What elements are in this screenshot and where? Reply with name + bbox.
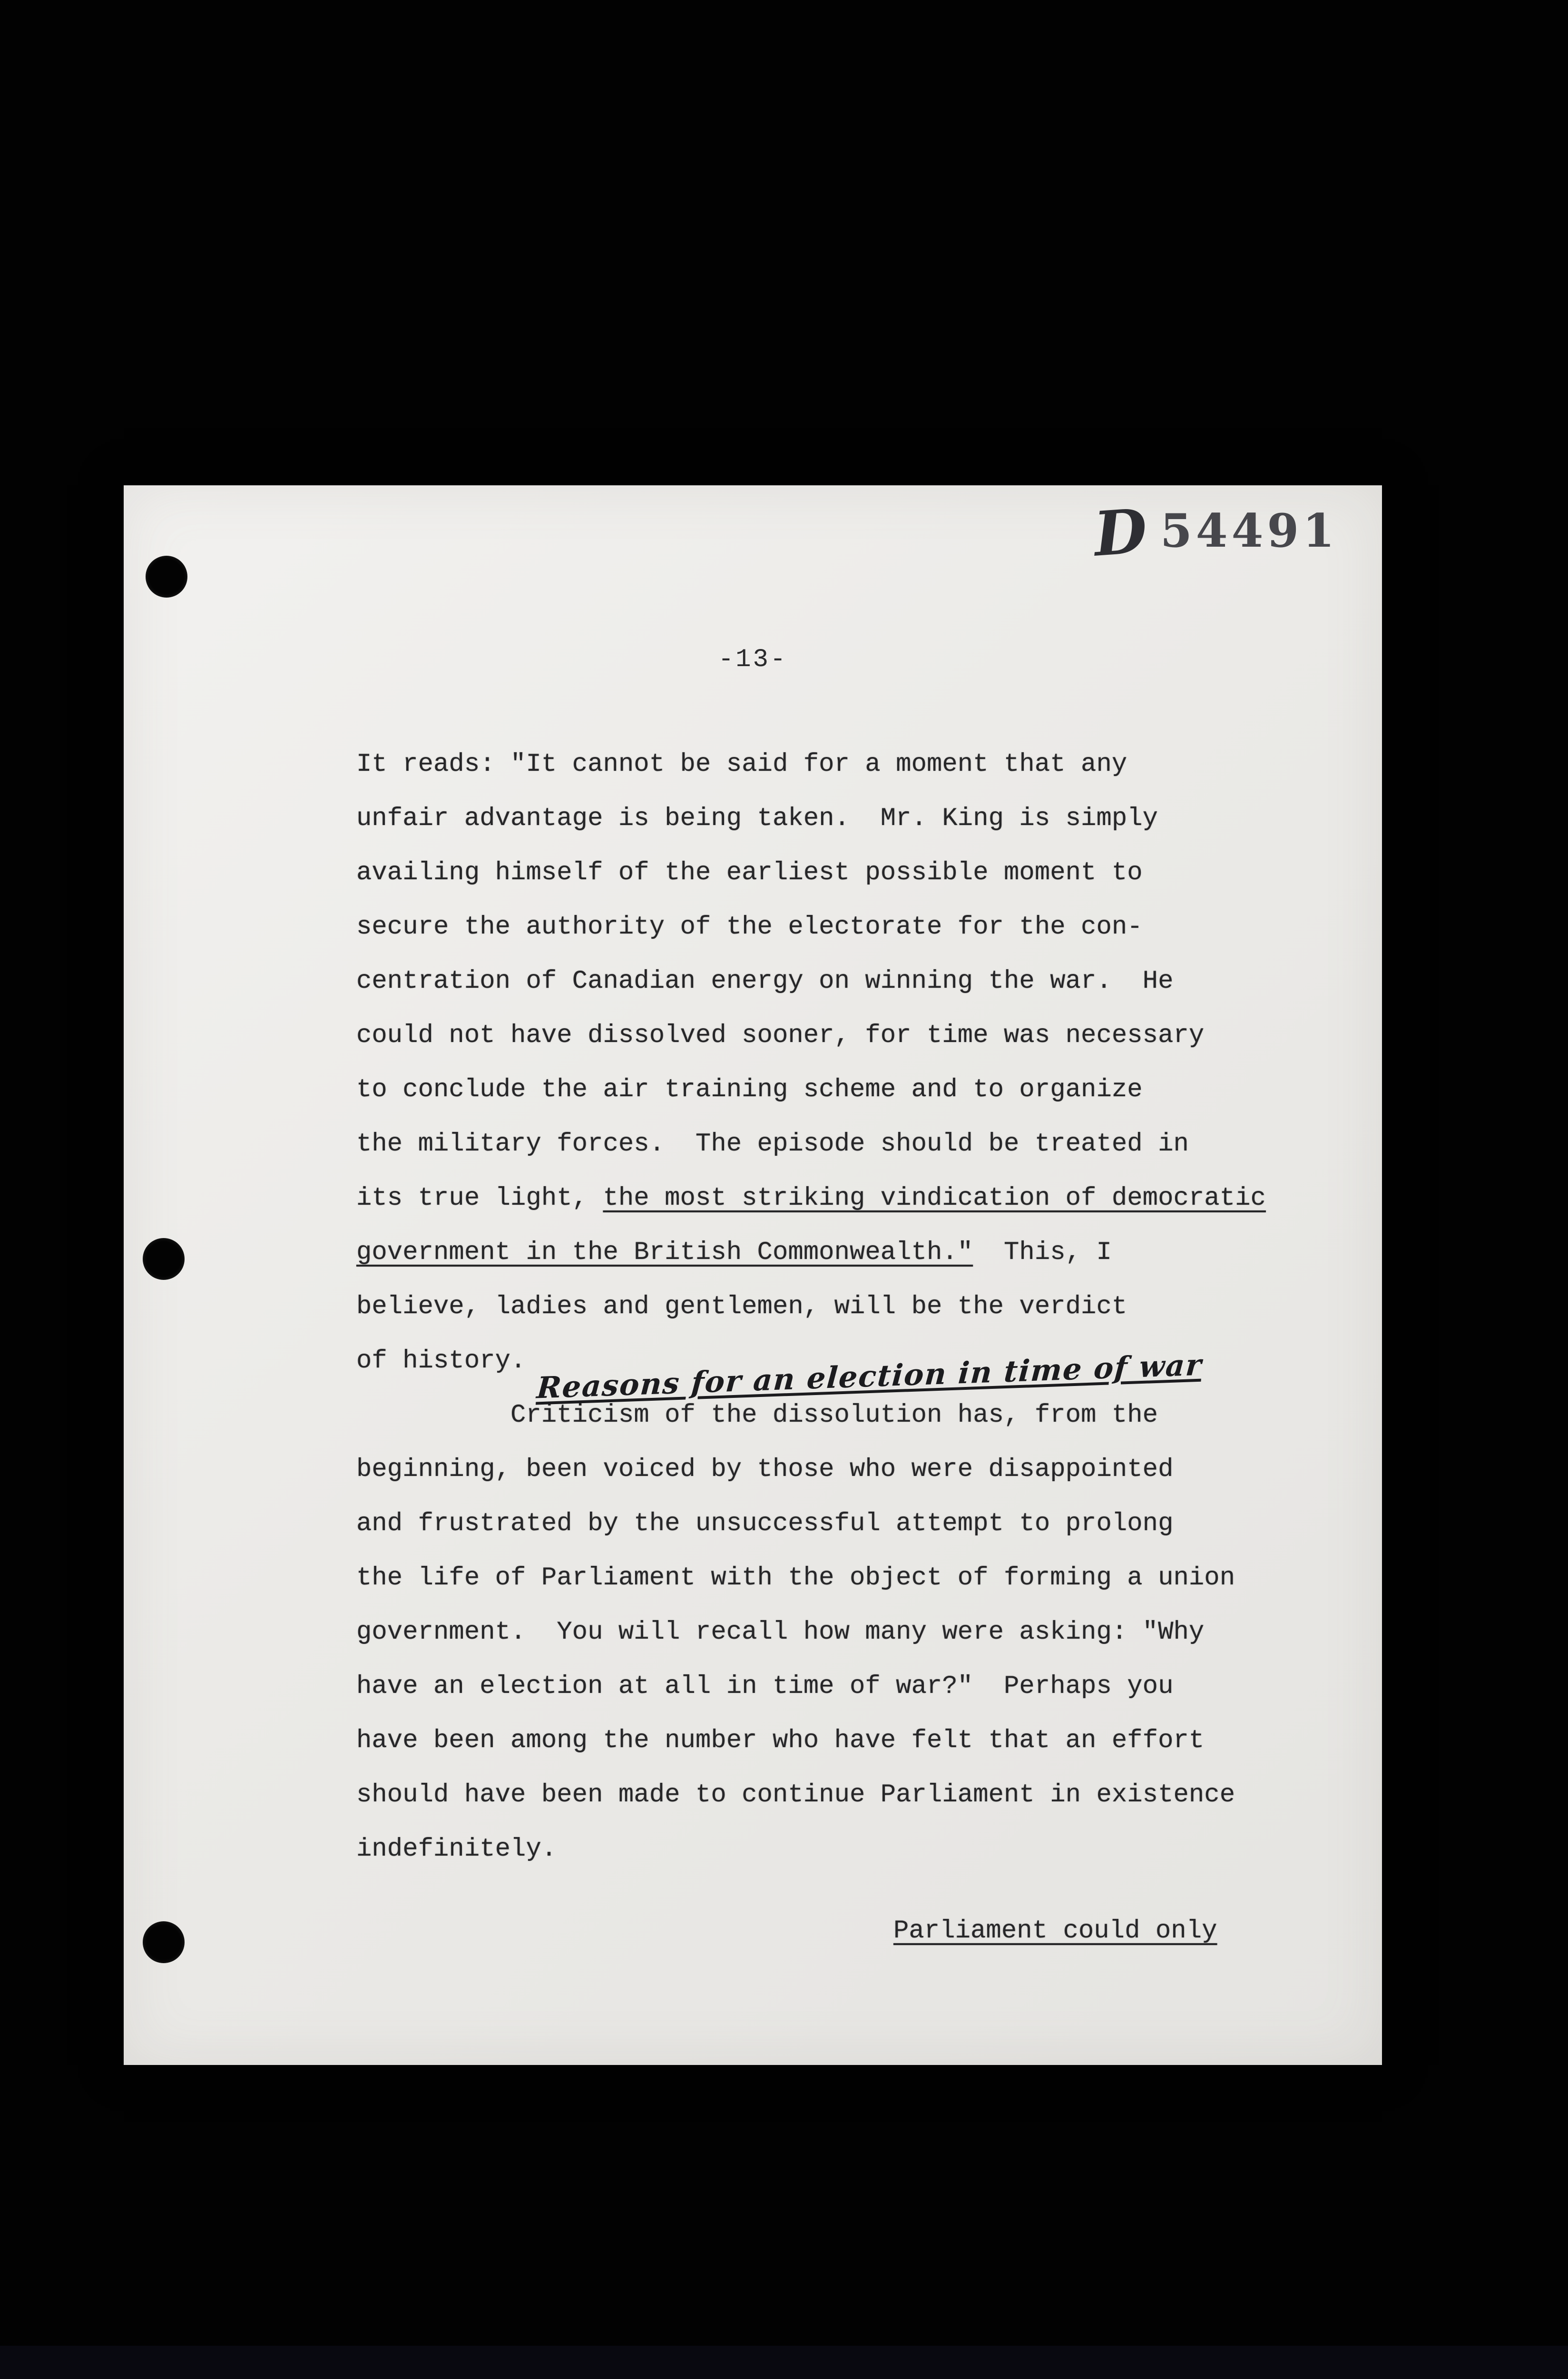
text-segment: government. You will recall how many were asking: "Why — [356, 1618, 1205, 1647]
hole-punch — [143, 1238, 185, 1280]
hole-punch — [146, 556, 187, 598]
text-line — [356, 1768, 1336, 1822]
text-segment: believe, ladies and gentlemen, will be the verdict — [356, 1292, 1127, 1321]
scan-edge-artifact — [0, 2346, 1568, 2379]
text-line — [356, 737, 1336, 792]
text-line — [356, 846, 1336, 900]
text-segment: its true light, — [356, 1184, 603, 1213]
text-segment: should have been made to continue Parliament in existence — [356, 1780, 1235, 1809]
text-segment: This, I — [973, 1238, 1112, 1267]
text-segment: secure the authority of the electorate for the con- — [356, 913, 1143, 942]
text-line — [356, 1714, 1336, 1768]
text-line — [356, 1660, 1336, 1714]
typewritten-text — [356, 737, 1336, 1877]
text-line — [356, 900, 1336, 954]
text-segment: indefinitely. — [356, 1835, 557, 1864]
text-line — [356, 1497, 1336, 1551]
archive-stamp — [1091, 495, 1338, 570]
text-line — [356, 1226, 1336, 1280]
typewritten-lines — [356, 737, 1336, 1877]
underlined-text-segment: government in the British Commonwealth." — [356, 1238, 973, 1267]
stamp-letter: D — [1091, 495, 1150, 570]
text-segment: the military forces. The episode should be treated in — [356, 1130, 1189, 1159]
text-segment: Criticism of the dissolution has, from the — [510, 1401, 1158, 1430]
text-line — [356, 1388, 1336, 1443]
text-segment: beginning, been voiced by those who were disappointed — [356, 1455, 1174, 1484]
stamp-number: 54491 — [1160, 504, 1338, 558]
text-line — [356, 954, 1336, 1009]
text-segment: could not have dissolved sooner, for time was necessary — [356, 1021, 1205, 1050]
text-line — [356, 1443, 1336, 1497]
text-segment: to conclude the air training scheme and to organize — [356, 1075, 1143, 1104]
hole-punch — [143, 1921, 185, 1963]
text-segment: the life of Parliament with the object of forming a union — [356, 1563, 1235, 1593]
text-segment: have been among the number who have felt that an effort — [356, 1726, 1205, 1755]
text-line — [356, 1551, 1336, 1605]
page-number: -13- — [718, 645, 788, 674]
text-segment: It reads: "It cannot be said for a moment that any — [356, 750, 1127, 779]
catchword: Parliament could only — [893, 1917, 1217, 1946]
text-line — [356, 1171, 1336, 1226]
text-segment: of history. — [356, 1347, 526, 1376]
text-segment: availing himself of the earliest possible moment to — [356, 858, 1143, 887]
text-segment: centration of Canadian energy on winning the war. He — [356, 967, 1174, 996]
text-segment: unfair advantage is being taken. Mr. King is simply — [356, 804, 1158, 833]
text-line — [356, 1009, 1336, 1063]
handwritten-annotation: Reasons for an election in time of war — [535, 1347, 1204, 1406]
text-segment: and frustrated by the unsuccessful attempt to prolong — [356, 1509, 1174, 1538]
text-line — [356, 792, 1336, 846]
text-line — [356, 1280, 1336, 1334]
scanned-page — [124, 485, 1382, 2065]
text-line — [356, 1822, 1336, 1877]
text-line — [356, 1117, 1336, 1171]
text-line — [356, 1605, 1336, 1660]
text-segment: have an election at all in time of war?" Perhaps you — [356, 1672, 1174, 1701]
text-line — [356, 1063, 1336, 1117]
underlined-text-segment: the most striking vindication of democratic — [603, 1184, 1266, 1213]
